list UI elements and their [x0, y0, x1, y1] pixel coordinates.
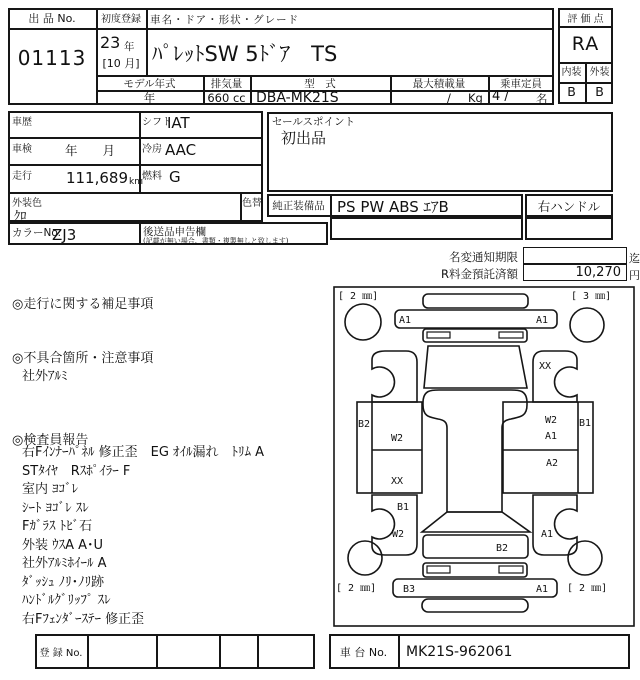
sales-point-label: セールスポイント [272, 116, 356, 128]
recycle-deposit-label: R料金預託済額 [441, 267, 518, 281]
rear-lamp [499, 566, 523, 573]
exterior-grade-value: B [595, 84, 604, 99]
max-load-unit: Kg [468, 91, 483, 105]
mark-right-front-door-2: A1 [545, 431, 558, 442]
max-load-label: 最大積載量 [412, 77, 466, 90]
mark-right-rear-fender: A1 [541, 529, 554, 540]
shift-value: IAT [167, 114, 190, 132]
mark-front-bumper-left: A1 [399, 315, 412, 326]
mark-right-front-door-1: W2 [545, 415, 558, 426]
empty-cell [525, 217, 613, 240]
car-damage-diagram [333, 286, 635, 627]
mark-front-bumper-right: A1 [536, 315, 549, 326]
divider [8, 192, 263, 194]
rear-right-fender [533, 495, 577, 555]
divider [139, 222, 141, 245]
later-shipment-note: (記載が無い場合、書類・複製無しと致します) [143, 237, 289, 245]
grade-value: RA [571, 33, 600, 55]
model-code-label: 型 式 [304, 77, 336, 90]
exhibit-no-value: 01113 [17, 46, 87, 70]
recycle-deposit-suffix: 円 [629, 269, 640, 282]
rear-window [422, 512, 530, 532]
exterior-color-label: 外装色 [12, 198, 42, 209]
fuel-label: 燃料 [142, 171, 162, 182]
equipment-value: PS PW ABS ｴｱB [337, 198, 449, 216]
later-shipment-label: 後送品申告欄 [143, 226, 206, 238]
tread-rear-left: [ 2 ㎜] [336, 583, 377, 594]
divider [8, 164, 263, 166]
recycle-deposit-box: 10,270 [523, 264, 627, 281]
defect-notes-label: ◎不具合箇所・注意事項 [12, 351, 154, 366]
mark-left-rear-door: XX [391, 476, 404, 487]
first-registration-year-suffix: 年 [124, 41, 135, 53]
running-notes-label: ◎走行に関する補足事項 [12, 297, 154, 312]
inspector-note: 右Fﾌｪﾝﾀﾞｰｽﾃｰ 修正歪 [22, 611, 145, 627]
divider [146, 8, 148, 75]
chassis-no-value: MK21S-962061 [406, 643, 513, 660]
inspector-report-label: ◎検査員報告 [12, 433, 89, 448]
inspector-note: ﾀﾞｯｼｭ ﾉﾘ･ﾉﾘ跡 [22, 574, 105, 590]
inspector-note: 外装 ｳｽA A･U [22, 537, 104, 553]
rear-plate [427, 566, 450, 573]
sales-point-value: 初出品 [281, 129, 327, 147]
mark-rear-bumper-left: B3 [403, 584, 416, 595]
vehicle-name-label: 車名・ドア・形状・グレード [150, 14, 300, 26]
inspector-note: ﾊﾝﾄﾞﾙｸﾞﾘｯﾌﾟ ｽﾚ [22, 593, 111, 608]
divider [156, 634, 158, 669]
mark-left-sill: B2 [358, 419, 371, 430]
divider [330, 194, 332, 217]
grade-label: 評 価 点 [567, 14, 604, 25]
name-change-deadline-suffix: 迄 [629, 252, 640, 265]
first-registration-label: 初度登録 [101, 14, 141, 25]
mark-left-rear-fender-1: B1 [397, 502, 410, 513]
mark-tailgate: B2 [496, 543, 509, 554]
exterior-grade-label: 外装 [589, 66, 610, 78]
divider [87, 634, 89, 669]
color-change-label: 色替 [242, 198, 262, 209]
inspector-note: 右Fｲﾝﾅｰﾊﾟﾈﾙ 修正歪 EG ｵｲﾙ漏れ ﾄﾘﾑ A [22, 445, 265, 460]
divider [257, 634, 259, 669]
exhibit-no-label: 出 品 No. [28, 12, 76, 25]
rear-lights-panel [423, 563, 527, 577]
mark-right-rear-door: A2 [546, 458, 559, 469]
tread-front-left: [ 2 ㎜] [338, 291, 379, 302]
mark-right-sill: B1 [579, 418, 592, 429]
tire-rear-right [568, 541, 602, 575]
inspection-value: 年 月 [64, 143, 115, 158]
empty-cell [330, 217, 523, 240]
color-no-value: ZJ3 [52, 226, 77, 244]
tire-front-left [345, 304, 381, 340]
divider [8, 28, 554, 30]
tread-front-right: [ 3 ㎜] [571, 291, 612, 302]
interior-grade-label: 内装 [561, 66, 582, 78]
model-year-label: モデル年式 [123, 77, 176, 90]
rear-bumper-bottom [422, 599, 528, 612]
color-no-label: カラーNo. [12, 227, 61, 239]
model-code-value: DBA-MK21S [256, 90, 339, 106]
registration-no-label: 登 録 No. [39, 648, 83, 659]
mark-rear-bumper-right: A1 [536, 584, 549, 595]
displacement-label: 排気量 [210, 77, 243, 90]
first-registration-year: 23 [100, 33, 121, 52]
front-grille [423, 329, 527, 342]
divider [219, 634, 221, 669]
exterior-color-value: ｸﾛ [14, 208, 27, 223]
displacement-value: 660 cc [207, 90, 246, 105]
mileage-unit: km [129, 177, 143, 187]
capacity-unit: 名 [536, 92, 548, 106]
inspector-report-list [22, 444, 327, 629]
inspector-note: STﾀｲﾔ Rｽﾎﾟｲﾗｰ F [22, 463, 131, 479]
tire-rear-left [348, 541, 382, 575]
capacity-label: 乗車定員 [500, 77, 542, 90]
mark-left-rear-fender-2: W2 [392, 529, 405, 540]
name-change-deadline-box [523, 247, 627, 264]
front-left-fender [372, 351, 417, 402]
name-change-deadline-label: 名変通知期限 [449, 250, 518, 264]
mark-left-front-door: W2 [391, 433, 404, 444]
tire-front-right [570, 308, 604, 342]
tread-rear-right: [ 2 ㎜] [567, 583, 608, 594]
shift-label: シフト [142, 117, 172, 128]
front-right-fender [533, 351, 577, 402]
inspector-note: 社外ｱﾙﾐﾎｲｰﾙ A [22, 556, 107, 571]
steering-box: 右ハンドル [525, 194, 613, 217]
equipment-label: 純正装備品 [272, 200, 325, 212]
divider [8, 137, 263, 139]
inspector-note: Fｶﾞﾗｽ ﾄﾋﾞ石 [22, 519, 93, 534]
inspection-label: 車検 [12, 144, 32, 155]
front-bumper [395, 310, 557, 328]
front-plate [427, 332, 450, 338]
mileage-label: 走行 [12, 171, 32, 182]
mark-right-front-fender: XX [539, 361, 552, 372]
model-year-value: 年 [143, 91, 156, 105]
mileage-value: 111,689 [65, 169, 128, 187]
aircon-label: 冷房 [142, 144, 162, 155]
max-load-value: / [447, 91, 451, 105]
details-table [8, 111, 263, 222]
left-door-band [357, 402, 422, 493]
vehicle-name-value: ﾊﾟﾚｯﾄSW 5ﾄﾞｱ TS [152, 42, 338, 66]
inspector-note: ｼｰﾄ ﾖｺﾞﾚ ｽﾚ [22, 500, 89, 516]
tailgate [423, 535, 528, 558]
interior-grade-value: B [567, 84, 576, 99]
inspector-note: 室内 ﾖｺﾞﾚ [22, 482, 79, 497]
windshield [424, 346, 527, 388]
history-label: 車歴 [12, 117, 32, 128]
first-registration-month: [10 月] [102, 56, 140, 70]
capacity-value: 4 / [492, 89, 509, 104]
front-bumper-top [423, 294, 528, 308]
rear-bumper [393, 579, 557, 597]
defect-note: 社外ｱﾙﾐ [22, 369, 68, 384]
aircon-value: AAC [165, 141, 197, 159]
divider [398, 634, 400, 669]
chassis-no-label: 車 台 No. [339, 645, 388, 659]
rear-left-fender [372, 495, 417, 555]
divider [558, 26, 613, 28]
fuel-value: G [169, 168, 181, 186]
front-lamp [499, 332, 523, 338]
